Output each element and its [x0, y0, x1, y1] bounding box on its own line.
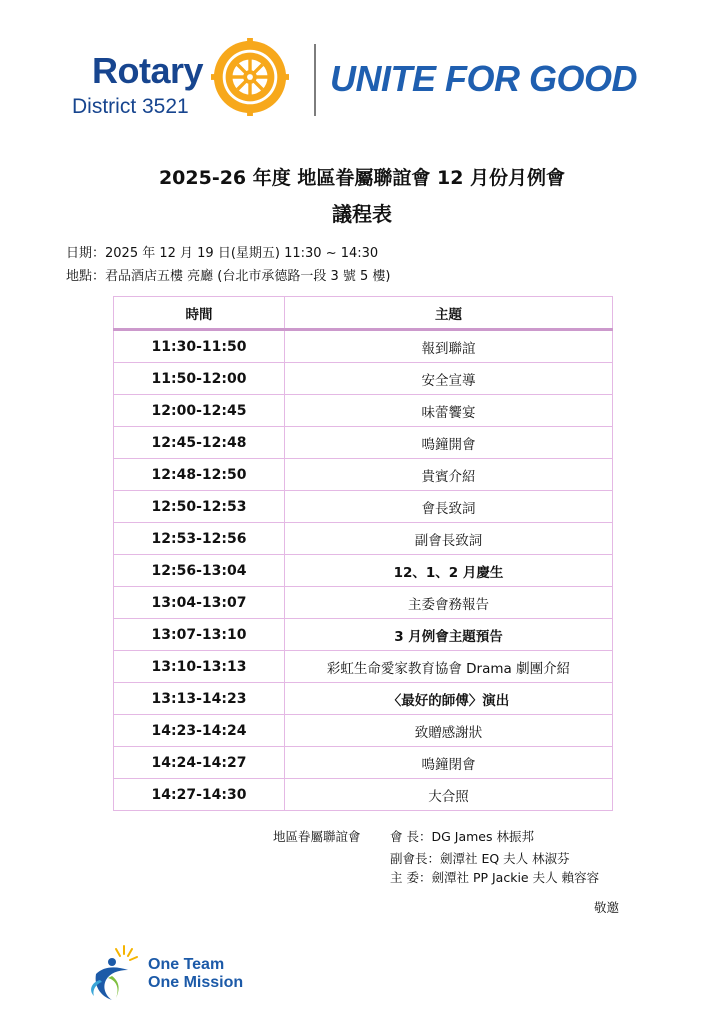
agenda-topic: 報到聯誼	[285, 330, 613, 363]
agenda-time: 12:00-12:45	[114, 395, 285, 427]
footer-slogan-line1: One Team	[148, 956, 225, 973]
agenda-topic: 彩虹生命愛家教育協會 Drama 劇團介紹	[285, 651, 613, 683]
agenda-row	[114, 491, 613, 523]
one-team-figure-logo	[86, 940, 146, 1002]
agenda-table	[113, 296, 613, 811]
agenda-topic: 會長致詞	[285, 491, 613, 523]
rotary-wordmark: Rotary	[92, 50, 204, 91]
event-date: 日期：2025 年 12 月 19 日(星期五) 11:30 ~ 14:30	[66, 246, 379, 261]
header-divider	[314, 44, 316, 116]
agenda-header-row	[114, 297, 613, 330]
agenda-topic: 3 月例會主題預告	[285, 619, 613, 651]
agenda-time: 11:50-12:00	[114, 363, 285, 395]
agenda-time: 12:48-12:50	[114, 459, 285, 491]
agenda-row	[114, 363, 613, 395]
agenda-row	[114, 715, 613, 747]
signature-chair: 主 委：劍潭社 PP Jackie 夫人 賴容容	[390, 870, 600, 885]
agenda-topic: 致贈感謝狀	[285, 715, 613, 747]
document-subtitle: 議程表	[332, 202, 392, 226]
agenda-row	[114, 619, 613, 651]
agenda-topic: 12、1、2 月慶生	[285, 555, 613, 587]
slogan: UNITE FOR GOOD	[330, 58, 637, 99]
agenda-topic: 鳴鐘開會	[285, 427, 613, 459]
agenda-row	[114, 587, 613, 619]
organizer-name: 地區眷屬聯誼會	[273, 829, 361, 844]
agenda-row	[114, 747, 613, 779]
agenda-topic: 大合照	[285, 779, 613, 811]
agenda-topic: 貴賓介紹	[285, 459, 613, 491]
agenda-topic: 主委會務報告	[285, 587, 613, 619]
agenda-row	[114, 683, 613, 715]
agenda-time: 12:45-12:48	[114, 427, 285, 459]
agenda-time: 12:50-12:53	[114, 491, 285, 523]
agenda-topic: 〈最好的師傅〉演出	[285, 683, 613, 715]
agenda-time: 12:56-13:04	[114, 555, 285, 587]
agenda-time: 13:10-13:13	[114, 651, 285, 683]
agenda-time: 13:13-14:23	[114, 683, 285, 715]
agenda-row	[114, 395, 613, 427]
signature-president: 會 長：DG James 林振邦	[390, 829, 534, 844]
agenda-time: 14:24-14:27	[114, 747, 285, 779]
signature-vice-president: 副會長：劍潭社 EQ 夫人 林淑芬	[390, 851, 570, 866]
agenda-time: 14:23-14:24	[114, 715, 285, 747]
header-time: 時間	[114, 297, 285, 330]
document-title: 2025-26 年度 地區眷屬聯誼會 12 月份月例會	[158, 167, 566, 189]
agenda-row	[114, 555, 613, 587]
rotary-wheel-logo	[211, 38, 289, 116]
event-location: 地點：君品酒店五樓 亮廳 (台北市承德路一段 3 號 5 樓)	[66, 269, 391, 284]
agenda-topic: 鳴鐘閉會	[285, 747, 613, 779]
agenda-time: 11:30-11:50	[114, 330, 285, 363]
agenda-time: 14:27-14:30	[114, 779, 285, 811]
agenda-topic: 副會長致詞	[285, 523, 613, 555]
agenda-time: 12:53-12:56	[114, 523, 285, 555]
agenda-time: 13:07-13:10	[114, 619, 285, 651]
agenda-topic: 味蕾饗宴	[285, 395, 613, 427]
page-header	[0, 0, 724, 130]
agenda-row	[114, 779, 613, 811]
agenda-row	[114, 651, 613, 683]
agenda-row	[114, 459, 613, 491]
agenda-row	[114, 427, 613, 459]
agenda-row	[114, 330, 613, 363]
footer-slogan-line2: One Mission	[148, 974, 244, 991]
closing-text: 敬邀	[594, 900, 620, 915]
agenda-topic: 安全宣導	[285, 363, 613, 395]
agenda-time: 13:04-13:07	[114, 587, 285, 619]
district-label: District 3521	[72, 95, 189, 118]
header-topic: 主題	[285, 297, 613, 330]
agenda-row	[114, 523, 613, 555]
